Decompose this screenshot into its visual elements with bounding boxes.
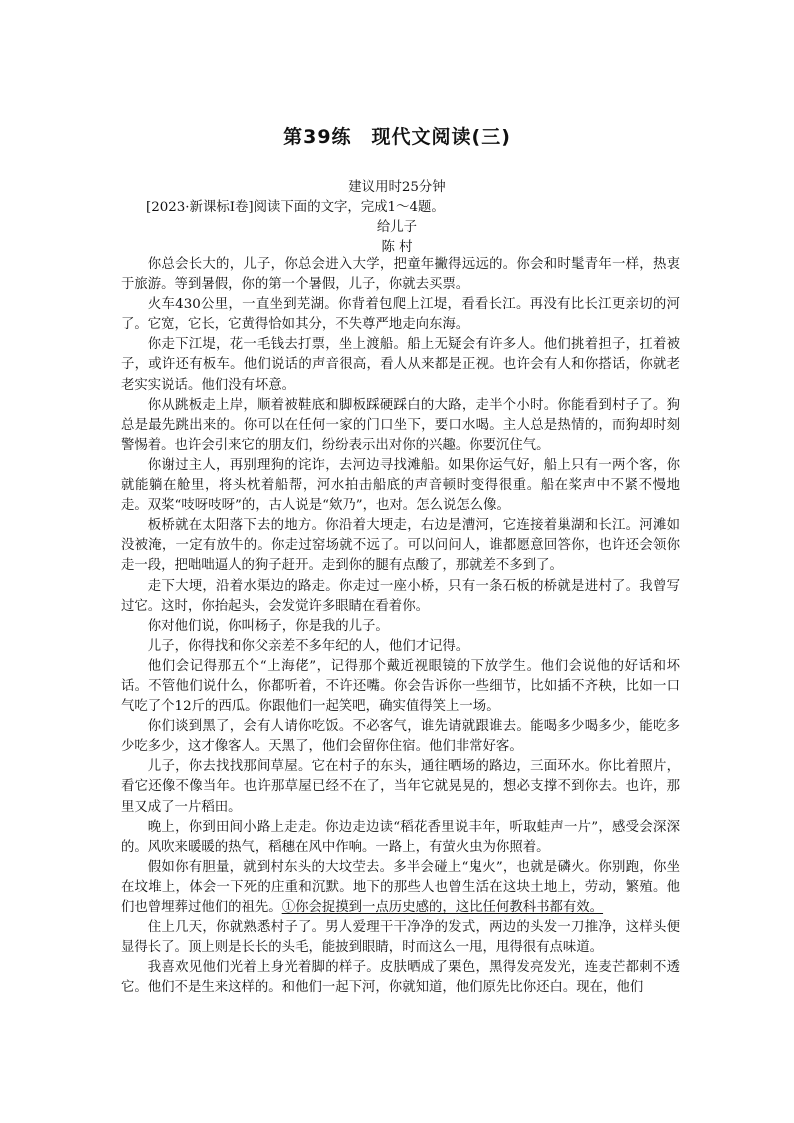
paragraph: 你走下江堤，花一毛钱去打票，坐上渡船。船上无疑会有许多人。他们挑着担子，扛着被子，或许还有板车。他们说话的声音很高，看人从来都是正视。也许会有人和你搭话，你就老老实实说话。他们没有坏意。 [121,337,680,393]
page-title: 第39练 现代文阅读(三) [283,126,511,148]
paragraph: 住上几天，你就熟悉村子了。男人爱理干干净净的发式，两边的头发一刀推净，这样头便显得长了。顶上则是长长的头毛，能披到眼睛，时而这么一甩，甩得很有点味道。 [121,920,680,956]
paragraph [121,858,680,918]
paragraph: 你总会长大的，儿子，你总会进入大学，把童年撇得远远的。你会和时髦青年一样，热衷于旅游。等到暑假，你的第一个暑假，儿子，你就去买票。 [121,257,680,293]
underlined-sentence: ①你会捉摸到一点历史感的，这比任何教科书都有效。 [281,900,604,915]
paragraph: 晚上，你到田间小路上走走。你边走边读“稻花香里说丰年，听取蛙声一片”，感受会深深的。风吹来暖暖的热气，稻穗在风中作响。一路上，有萤火虫为你照着。 [121,819,680,855]
paragraph: 儿子，你去找找那间草屋。它在村子的东头，通往晒场的路边，三面环水。你比着照片，看它还像不像当年。也许那草屋已经不在了，当年它就晃晃的，想必支撑不到你去。也许，那里又成了一片稻田。 [121,759,680,815]
paragraph: 火车430公里，一直坐到芜湖。你背着包爬上江堤，看看长江。再没有比长江更亲切的河了。它宽，它长，它黄得恰如其分，不失尊严地走向东海。 [121,297,680,333]
paragraph-text: 假如你有胆量，就到村东头的大坟茔去。多半会碰上“鬼火”，也就是磷火。你别跑，你坐在坟堆上，体会一下死的庄重和沉默。地下的那些人也曾生活在这块土地上，劳动，繁殖。他们也曾埋葬过他们的祖先。 [121,859,680,915]
paragraph: 走下大埂，沿着水渠边的路走。你走过一座小桥，只有一条石板的桥就是进村了。我曾写过它。这时，你抬起头，会发觉许多眼睛在看着你。 [121,578,680,614]
paragraph: 你对他们说，你叫杨子，你是我的儿子。 [147,618,389,634]
article-title: 给儿子 [376,220,418,235]
paragraph: 板桥就在太阳落下去的地方。你沿着大埂走，右边是漕河，它连接着巢湖和长江。河滩如没被淹，一定有放牛的。你走过窑场就不远了。可以问问人，谁都愿意回答你，也许还会领你走一段，把咄咄逼人的狗子赶开。走到你的腿有点酸了，那就差不多到了。 [121,518,680,574]
paragraph: 儿子，你得找和你父亲差不多年纪的人，他们才记得。 [147,638,470,654]
article-author: 陈 村 [381,240,413,255]
paragraph: 他们会记得那五个“上海佬”，记得那个戴近视眼镜的下放学生。他们会说他的好话和坏话。不管他们说什么，你都听着，不许还嘴。你会告诉你一些细节，比如插不齐秧，比如一口气吃了个12斤的西瓜。你跟他们一起笑吧，确实值得笑上一场。 [121,658,680,715]
article-body [121,255,680,998]
question-intro: [2023·新课标Ⅰ卷]阅读下面的文字，完成1～4题。 [146,200,445,215]
paragraph: 我喜欢见他们光着上身光着脚的样子。皮肤晒成了栗色，黑得发亮发光，连麦芒都刺不透它。他们不是生来这样的。和他们一起下河，你就知道，他们原先比你还白。现在，他们 [121,960,680,996]
time-note: 建议用时25分钟 [348,180,446,195]
paragraph: 你谢过主人，再别理狗的诧诈，去河边寻找滩船。如果你运气好，船上只有一两个客，你就能躺在舱里，将头枕着船帮，河水拍击船底的声音顿时变得很重。船在桨声中不紧不慢地走。双桨“吱呀吱呀”的，古人说是“欸乃”，也对。怎么说怎么像。 [121,457,680,514]
paragraph: 你从跳板走上岸，顺着被鞋底和脚板踩硬踩白的大路，走半个小时。你能看到村子了。狗总是最先跳出来的。你可以在任何一家的门口坐下，要口水喝。主人总是热情的，而狗却时刻警惕着。也许会引来它的朋友们，纷纷表示出对你的兴趣。你要沉住气。 [121,397,680,453]
paragraph: 你们谈到黑了，会有人请你吃饭。不必客气，谁先请就跟谁去。能喝多少喝多少，能吃多少吃多少，这才像客人。天黑了，他们会留你住宿。他们非常好客。 [121,719,680,755]
